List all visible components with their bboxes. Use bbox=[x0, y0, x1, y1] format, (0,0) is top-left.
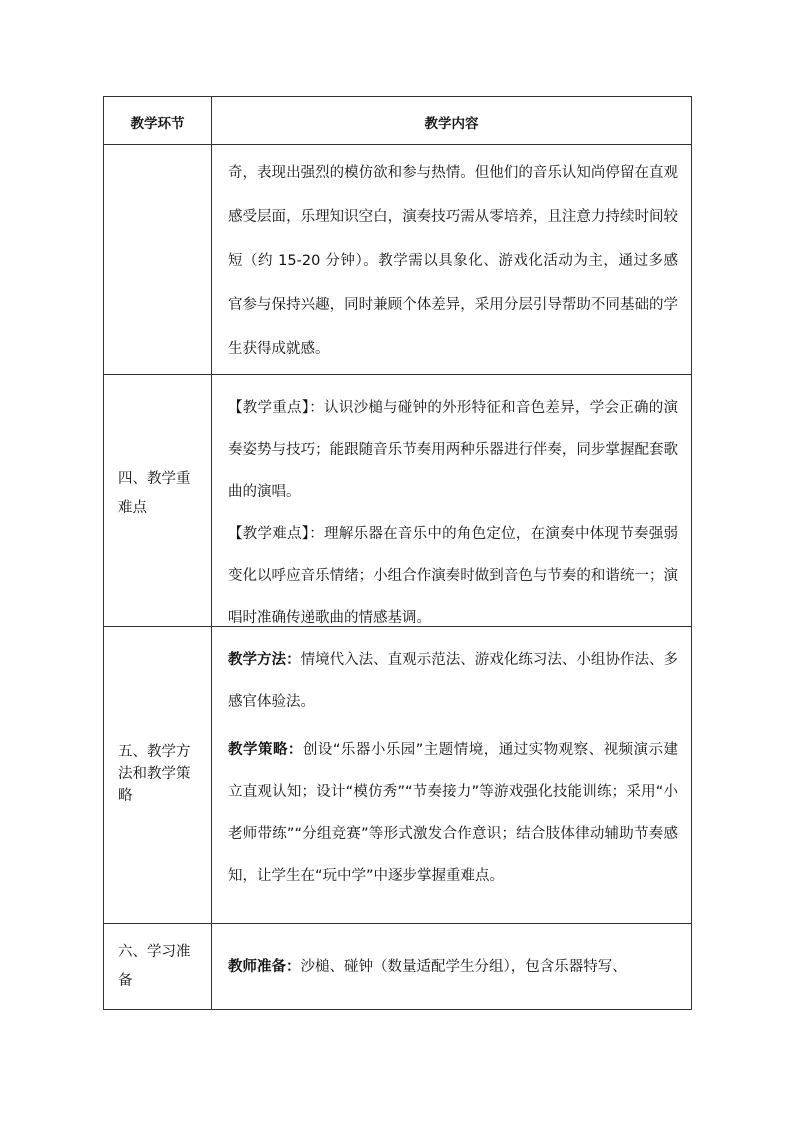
key-points-label: 四、教学重难点 bbox=[118, 471, 191, 516]
teaching-strategy-text: 创设“乐器小乐园”主题情境，通过实物观察、视频演示建立直观认知；设计“模仿秀”“节奏接力”等游戏强化技能训练；采用“小老师带练”“分组竞赛”等形式激发合作意识；结合肢体律动辅助节奏感知，让学生在“玩中学”中逐步掌握重难点。 bbox=[228, 742, 679, 884]
preparation-content-cell bbox=[212, 924, 691, 1009]
header-cell-content bbox=[212, 97, 691, 144]
continuation-content-cell bbox=[212, 145, 691, 374]
teaching-strategy-title: 教学策略： bbox=[228, 742, 303, 758]
continuation-content-text: 奇，表现出强烈的模仿欲和参与热情。但他们的音乐认知尚停留在直观感受层面，乐理知识空白，演奏技巧需从零培养，且注意力持续时间较短（约 15-20 分钟）。教学需以具象化、游戏化活动为主，通过多感官参与保持兴趣，同时兼顾个体差异，采用分层引导帮助不同基础的学生获得成就感。 bbox=[228, 165, 678, 357]
table-row-continuation bbox=[104, 145, 691, 375]
methods-content bbox=[228, 639, 678, 897]
header-stage-text: 教学环节 bbox=[130, 116, 185, 132]
key-points-label-cell bbox=[104, 375, 212, 626]
preparation-label: 六、学习准备 bbox=[118, 944, 191, 989]
teaching-methods-title: 教学方法： bbox=[228, 652, 301, 668]
table-row-methods bbox=[104, 627, 691, 924]
teacher-preparation-paragraph bbox=[228, 946, 678, 988]
table-row-preparation bbox=[104, 924, 691, 1009]
preparation-content bbox=[228, 946, 678, 988]
methods-label: 五、教学方法和教学策略 bbox=[118, 744, 191, 804]
methods-content-cell bbox=[212, 627, 691, 923]
teaching-difficulty-text: 【教学难点】：理解乐器在音乐中的角色定位，在演奏中体现节奏强弱变化以呼应音乐情绪；小组合作演奏时做到音色与节奏的和谐统一；演唱时准确传递歌曲的情感基调。 bbox=[228, 526, 678, 626]
table-row-key-points bbox=[104, 375, 691, 627]
teacher-preparation-title: 教师准备： bbox=[228, 959, 301, 975]
key-points-content-cell bbox=[212, 375, 691, 626]
teaching-focus-text: 【教学重点】：认识沙槌与碰钟的外形特征和音色差异，学会正确的演奏姿势与技巧；能跟随音乐节奏用两种乐器进行伴奏，同步掌握配套歌曲的演唱。 bbox=[228, 400, 678, 500]
key-points-content bbox=[228, 387, 678, 639]
teaching-strategy-paragraph bbox=[228, 729, 678, 897]
table-header-row bbox=[104, 97, 691, 145]
methods-label-cell bbox=[104, 627, 212, 923]
teaching-methods-text: 情境代入法、直观示范法、游戏化练习法、小组协作法、多感官体验法。 bbox=[228, 652, 679, 710]
teaching-methods-paragraph bbox=[228, 639, 678, 723]
preparation-label-cell bbox=[104, 924, 212, 1009]
header-cell-stage bbox=[104, 97, 212, 144]
teacher-preparation-text: 沙槌、碰钟（数量适配学生分组），包含乐器特写、 bbox=[300, 959, 627, 975]
header-content-text: 教学内容 bbox=[424, 116, 479, 132]
continuation-label-cell bbox=[104, 145, 212, 374]
lesson-plan-table bbox=[103, 96, 692, 1010]
